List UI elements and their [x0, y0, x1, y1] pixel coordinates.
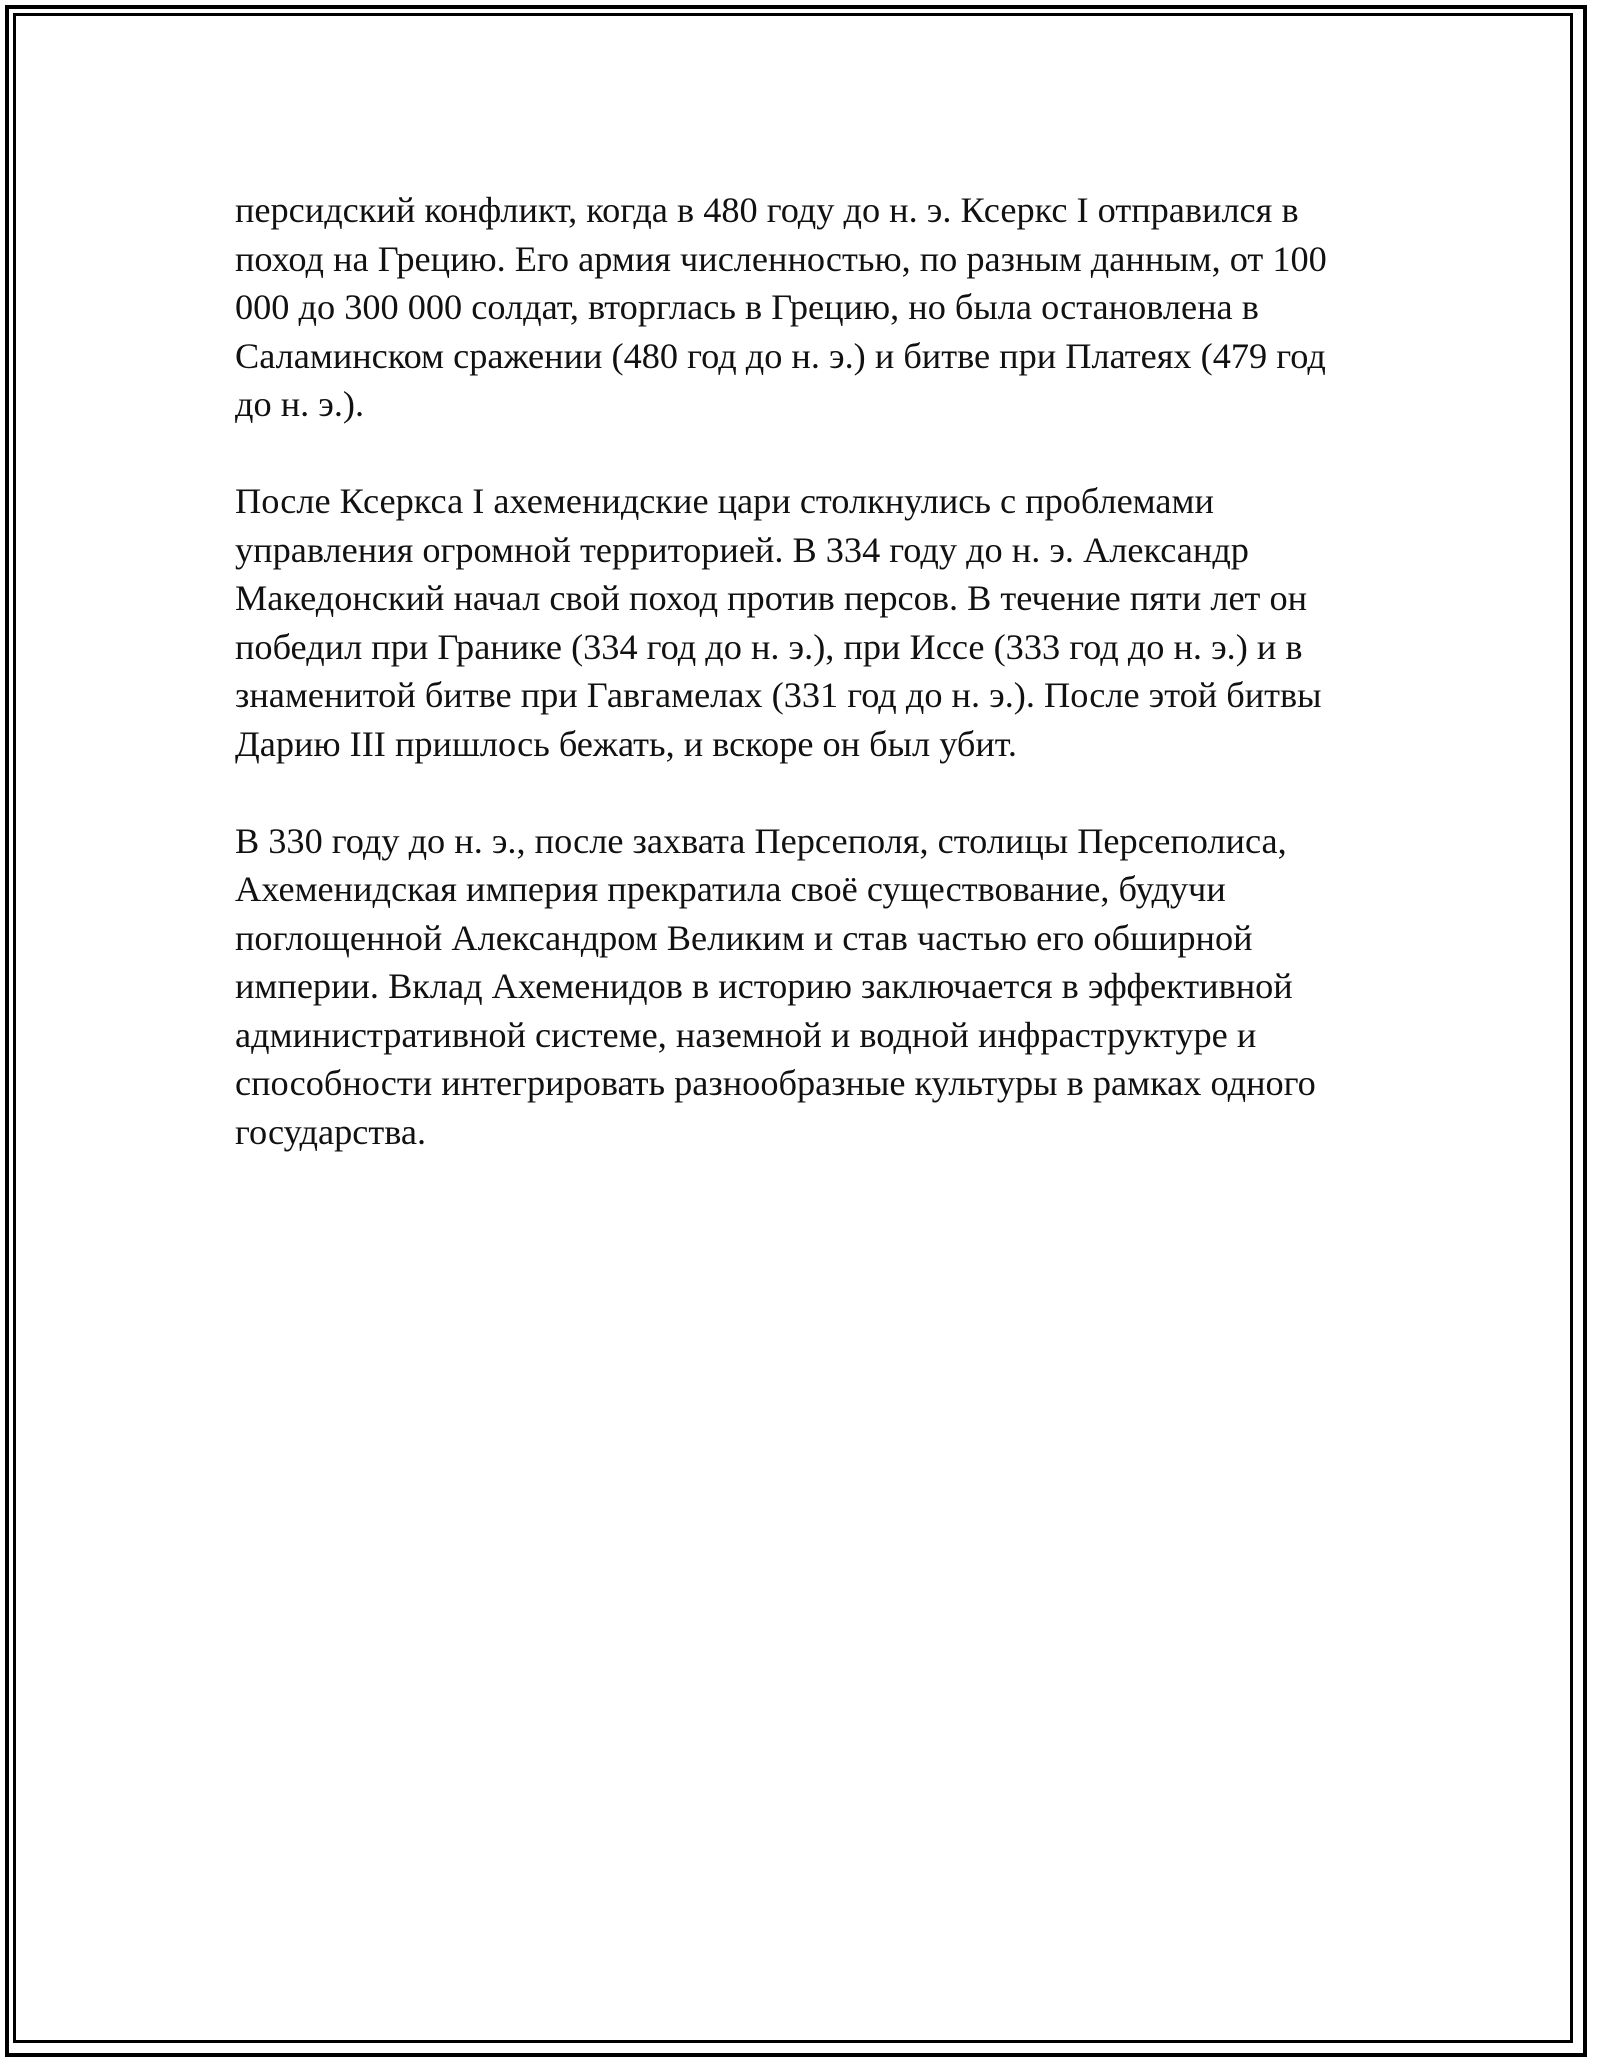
paragraph-alexander-campaign: После Ксеркса I ахеменидские цари столкнулись с проблемами управления огромной территорией. В 334 году до н. э. Александр Македонский начал свой поход против персов. В течение пяти лет он победил при Гранике (334 год до н. э.), при Иссе (333 год до н. э.) и в знаменитой битве при Гавгамелах (331 год до н. э.). После этой битвы Дарию III пришлось бежать, и вскоре он был убит.: [235, 481, 1322, 764]
document-body: [235, 186, 1365, 1205]
paragraph-empire-end: В 330 году до н. э., после захвата Персеполя, столицы Персеполиса, Ахеменидская империя прекратила своё существование, будучи поглощенной Александром Великим и став частью его обширной империи. Вклад Ахеменидов в историю заключается в эффективной административной системе, наземной и водной инфраструктуре и способности интегрировать разнообразные культуры в рамках одного государства.: [235, 820, 1316, 1152]
paragraph-persian-wars: персидский конфликт, когда в 480 году до н. э. Ксеркс I отправился в поход на Грецию. Его армия численностью, по разным данным, от 100 000 до 300 000 солдат, вторглась в Грецию, но была остановлена в Саламинском сражении (480 год до н. э.) и битве при Платеях (479 год до н. э.).: [235, 190, 1327, 424]
